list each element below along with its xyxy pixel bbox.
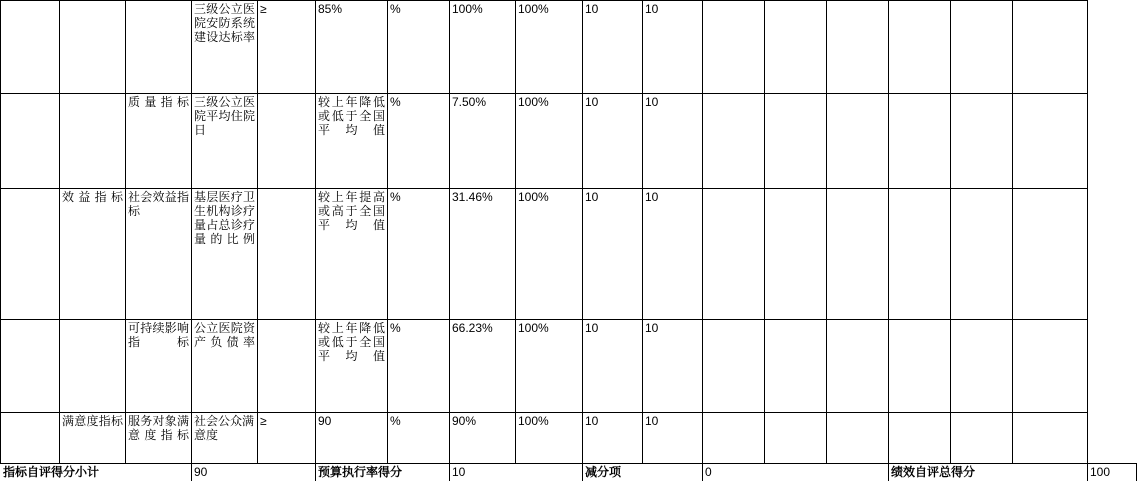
- cell-empty: [889, 94, 951, 189]
- cell-empty: [827, 320, 889, 413]
- cell-empty: [703, 94, 765, 189]
- cell-empty: [951, 189, 1013, 320]
- cell-operator: ≥: [258, 413, 316, 464]
- cell-subcategory: 质量指标: [126, 94, 192, 189]
- cell-target-value: 85%: [316, 1, 388, 94]
- cell-completion-rate: 100%: [516, 1, 583, 94]
- row-gutter: [1, 413, 60, 464]
- cell-actual-value: 90%: [450, 413, 516, 464]
- cell-actual-value: 100%: [450, 1, 516, 94]
- cell-category: [60, 1, 126, 94]
- cell-score: 10: [643, 1, 703, 94]
- cell-empty: [827, 1, 889, 94]
- cell-subcategory: 社会效益指标: [126, 189, 192, 320]
- table-row: [1, 189, 1137, 320]
- label-self-score: 指标自评得分小计: [1, 464, 192, 481]
- cell-category: 满意度指标: [60, 413, 126, 464]
- label-total-score: 绩效自评总得分: [889, 464, 1088, 481]
- cell-empty: [703, 413, 765, 464]
- cell-actual-value: 7.50%: [450, 94, 516, 189]
- cell-empty: [951, 320, 1013, 413]
- cell-operator: [258, 320, 316, 413]
- cell-empty: [951, 94, 1013, 189]
- cell-unit: %: [388, 1, 450, 94]
- cell-actual-value: 66.23%: [450, 320, 516, 413]
- cell-score: 10: [643, 189, 703, 320]
- cell-unit: %: [388, 94, 450, 189]
- cell-empty: [889, 320, 951, 413]
- cell-weight: 10: [583, 94, 643, 189]
- cell-empty: [827, 94, 889, 189]
- cell-empty: [827, 413, 889, 464]
- cell-actual-value: 31.46%: [450, 189, 516, 320]
- cell-category: [60, 320, 126, 413]
- cell-unit: %: [388, 189, 450, 320]
- cell-empty: [703, 189, 765, 320]
- table-row: [1, 320, 1137, 413]
- cell-weight: 10: [583, 1, 643, 94]
- row-gutter: [1, 94, 60, 189]
- value-total-score: 100: [1088, 464, 1137, 481]
- cell-completion-rate: 100%: [516, 320, 583, 413]
- cell-target-value: 较上年降低或低于全国平均值: [316, 320, 388, 413]
- cell-empty: [703, 320, 765, 413]
- table-row: [1, 413, 1137, 464]
- cell-empty: [951, 1, 1013, 94]
- table-row: [1, 1, 1137, 94]
- value-deduction: 0: [703, 464, 889, 481]
- cell-empty: [765, 94, 827, 189]
- cell-score: 10: [643, 413, 703, 464]
- cell-target-value: 较上年降低或低于全国平均值: [316, 94, 388, 189]
- cell-empty: [703, 1, 765, 94]
- value-self-score: 90: [192, 464, 316, 481]
- cell-empty: [889, 189, 951, 320]
- row-gutter: [1, 320, 60, 413]
- cell-empty: [765, 1, 827, 94]
- cell-indicator-name: 基层医疗卫生机构诊疗量占总诊疗量的比例: [192, 189, 258, 320]
- cell-unit: %: [388, 320, 450, 413]
- cell-empty: [1013, 94, 1088, 189]
- cell-target-value: 较上年提高或高于全国平均值: [316, 189, 388, 320]
- cell-score: 10: [643, 94, 703, 189]
- cell-operator: [258, 94, 316, 189]
- cell-weight: 10: [583, 413, 643, 464]
- cell-completion-rate: 100%: [516, 94, 583, 189]
- cell-weight: 10: [583, 320, 643, 413]
- cell-unit: %: [388, 413, 450, 464]
- row-gutter: [1, 189, 60, 320]
- cell-indicator-name: 公立医院资产负债率: [192, 320, 258, 413]
- cell-empty: [889, 1, 951, 94]
- cell-empty: [1013, 189, 1088, 320]
- cell-indicator-name: 三级公立医院安防系统建设达标率: [192, 1, 258, 94]
- cell-empty: [951, 413, 1013, 464]
- cell-target-value: 90: [316, 413, 388, 464]
- cell-empty: [1013, 320, 1088, 413]
- cell-empty: [889, 413, 951, 464]
- label-deduction: 减分项: [583, 464, 703, 481]
- cell-completion-rate: 100%: [516, 413, 583, 464]
- value-budget-execution-score: 10: [450, 464, 583, 481]
- cell-indicator-name: 三级公立医院平均住院日: [192, 94, 258, 189]
- cell-category: [60, 94, 126, 189]
- cell-operator: ≥: [258, 1, 316, 94]
- cell-empty: [1013, 1, 1088, 94]
- cell-weight: 10: [583, 189, 643, 320]
- summary-row: [1, 464, 1137, 481]
- cell-empty: [827, 189, 889, 320]
- cell-score: 10: [643, 320, 703, 413]
- cell-empty: [765, 413, 827, 464]
- cell-empty: [765, 320, 827, 413]
- cell-indicator-name: 社会公众满意度: [192, 413, 258, 464]
- cell-completion-rate: 100%: [516, 189, 583, 320]
- cell-empty: [765, 189, 827, 320]
- cell-category: 效益指标: [60, 189, 126, 320]
- cell-subcategory: [126, 1, 192, 94]
- label-budget-execution-score: 预算执行率得分: [316, 464, 450, 481]
- cell-subcategory: 服务对象满意度指标: [126, 413, 192, 464]
- cell-subcategory: 可持续影响指标: [126, 320, 192, 413]
- cell-operator: [258, 189, 316, 320]
- cell-empty: [1013, 413, 1088, 464]
- table-row: [1, 94, 1137, 189]
- row-gutter: [1, 1, 60, 94]
